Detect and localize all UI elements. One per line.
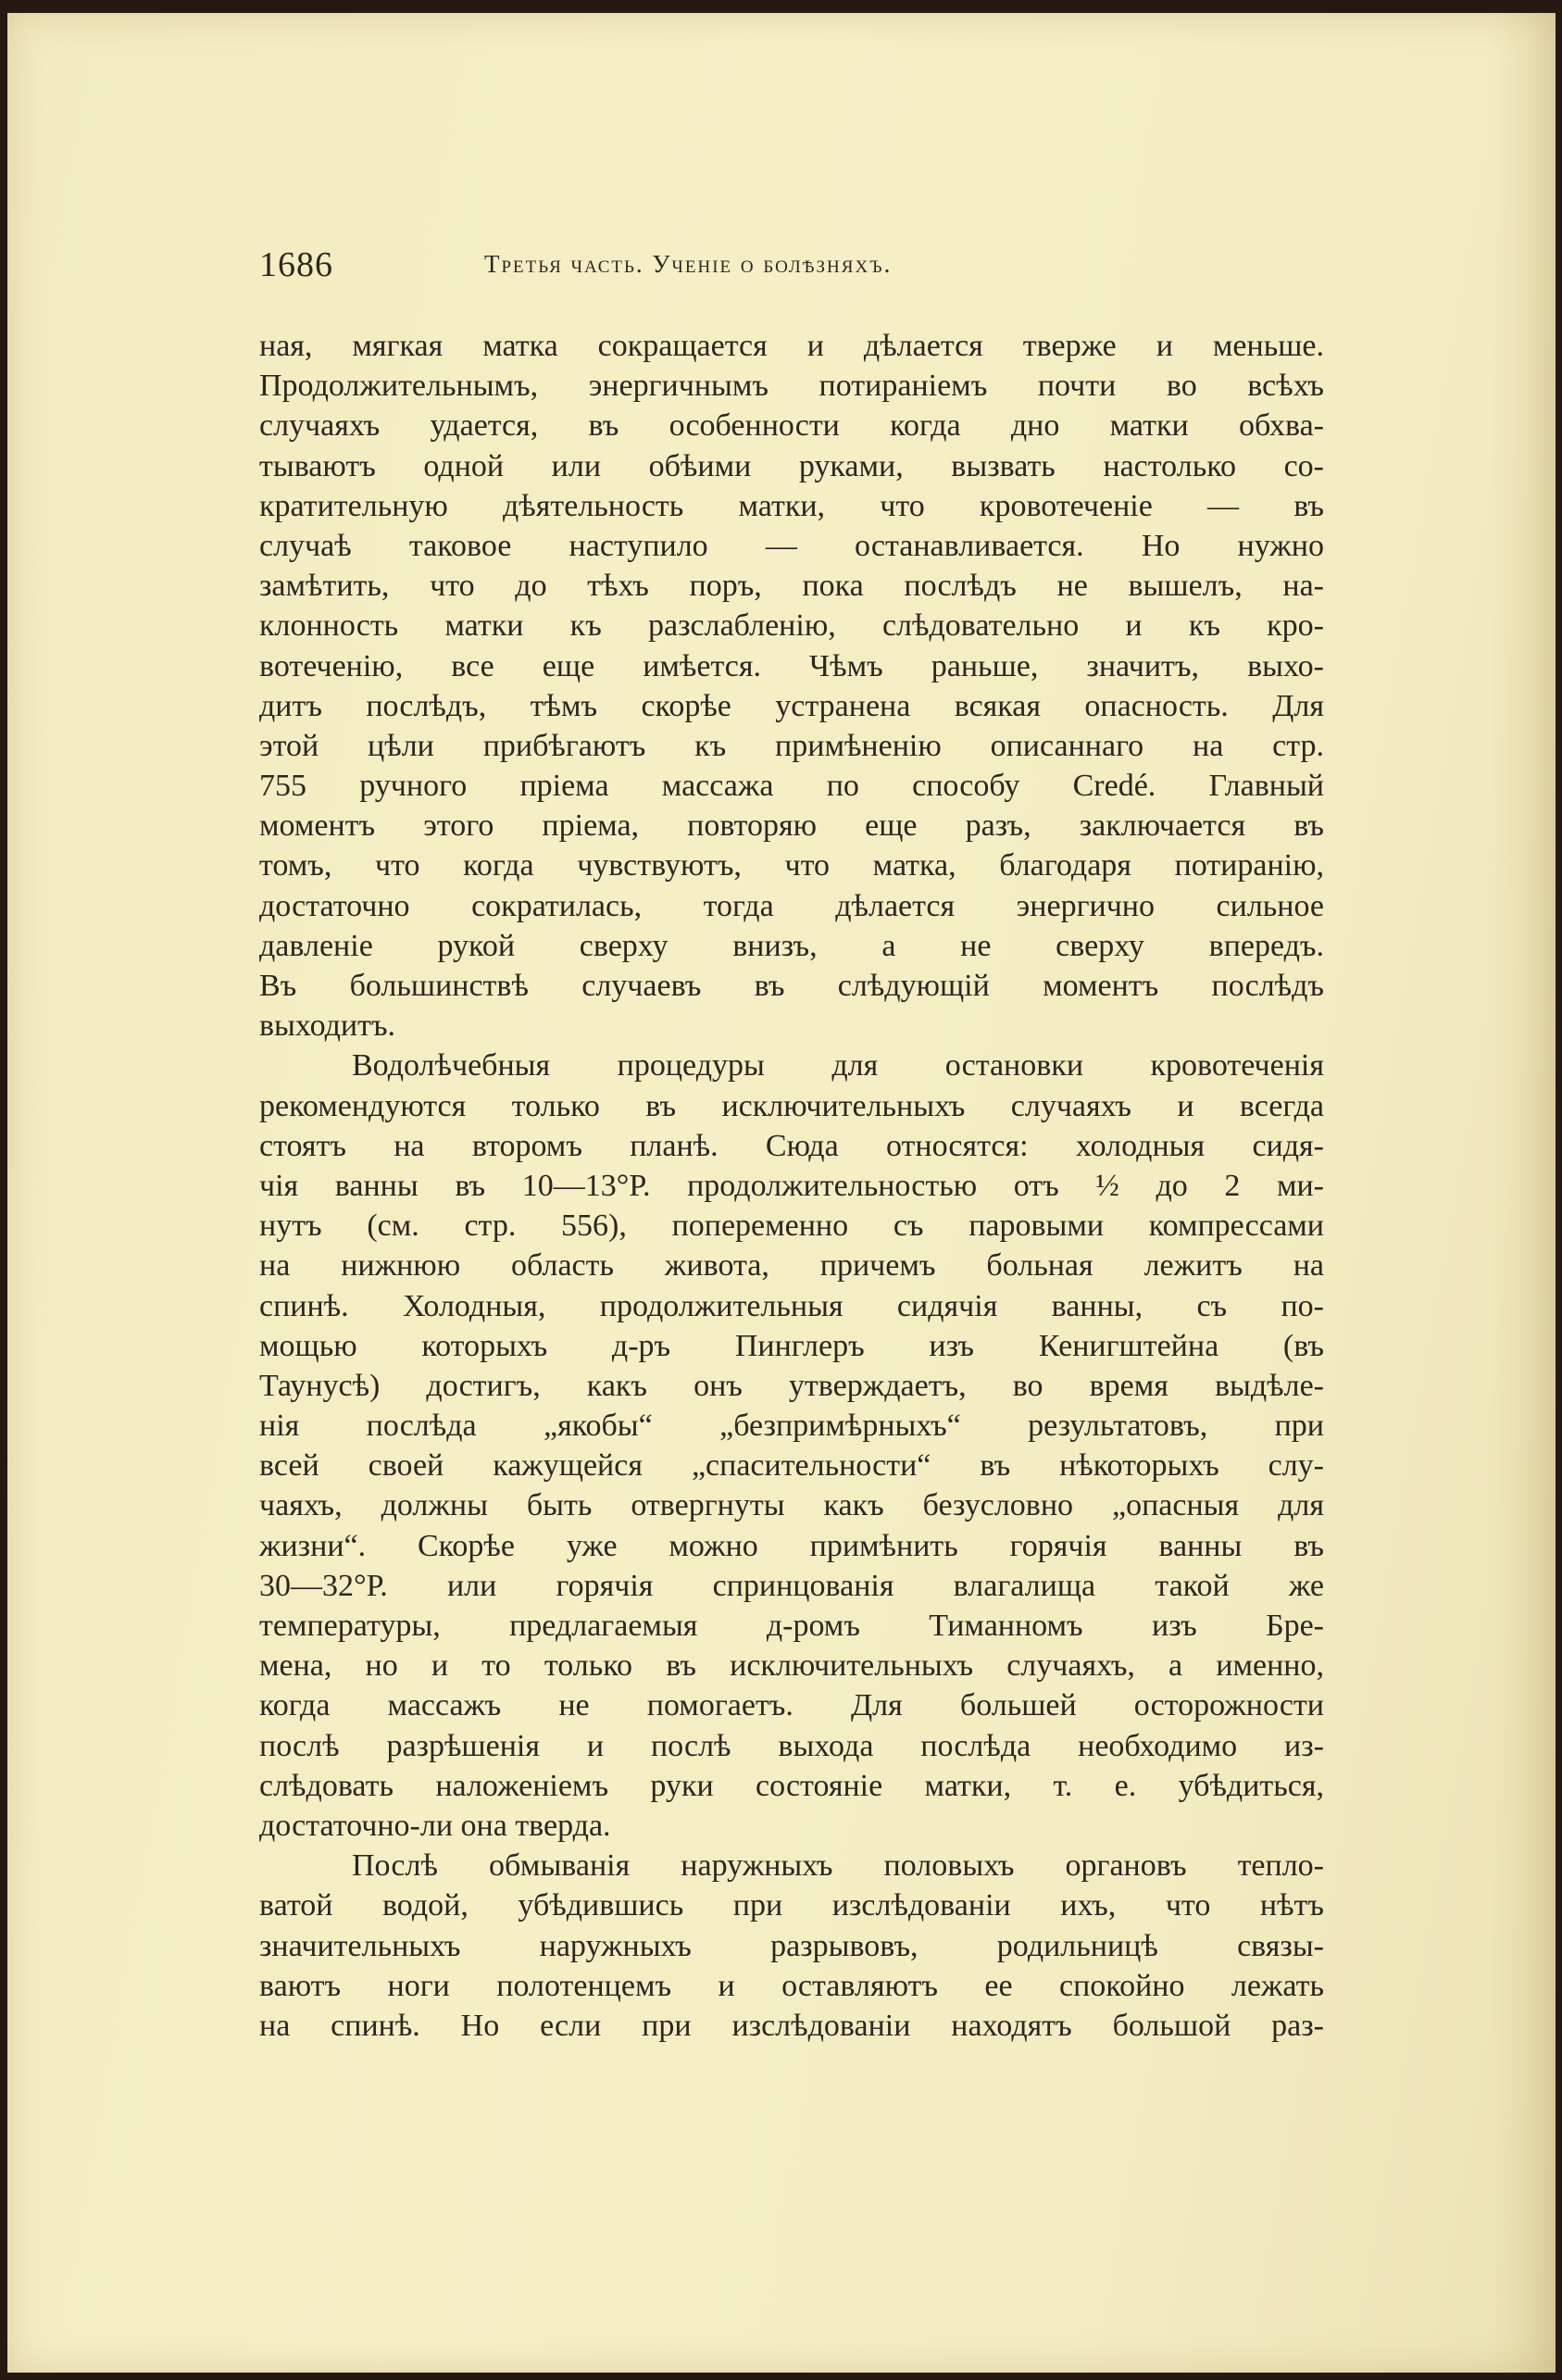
text-line: клонность матки къ разслабленію, слѣдовательно и къ кро- — [259, 608, 1324, 644]
text-line: чія ванны въ 10—13°Р. продолжительностью отъ ½ до 2 ми- — [259, 1168, 1324, 1203]
body-text — [259, 326, 1324, 2046]
text-line: достаточно сократилась, тогда дѣлается энергично сильное — [259, 888, 1324, 923]
text-line: давленіе рукой сверху внизъ, а не сверху впередъ. — [259, 928, 1324, 963]
page-header — [259, 244, 1324, 291]
text-line: случаяхъ удается, въ особенности когда дно матки обхва- — [259, 408, 1324, 444]
text-line: Водолѣчебныя процедуры для остановки кровотеченія — [352, 1048, 1324, 1084]
text-line: 30—32°Р. или горячія спринцованія влагалища такой же — [259, 1568, 1324, 1603]
page-number: 1686 — [259, 245, 333, 284]
text-line: мощью которыхъ д-ръ Пинглеръ изъ Кенигштейна (въ — [259, 1328, 1324, 1363]
text-line: достаточно-ли она тверда. — [259, 1808, 611, 1843]
text-line: вотеченію, все еще имѣется. Чѣмъ раньше, значитъ, выхо- — [259, 648, 1324, 683]
text-line: Таунусѣ) достигъ, какъ онъ утверждаетъ, во время выдѣле- — [259, 1368, 1324, 1403]
text-line: послѣ разрѣшенія и послѣ выхода послѣда необходимо из- — [259, 1728, 1324, 1763]
text-line: рекомендуются только въ исключительныхъ случаяхъ и всегда — [259, 1088, 1324, 1123]
paragraph — [259, 326, 1324, 1046]
paragraph — [259, 1846, 1324, 2046]
text-line: замѣтить, что до тѣхъ поръ, пока послѣдъ не вышелъ, на- — [259, 569, 1324, 604]
text-line: ватой водой, убѣдившись при изслѣдованіи ихъ, что нѣтъ — [259, 1888, 1324, 1923]
text-line: нія послѣда „якобы“ „безпримѣрныхъ“ результатовъ, при — [259, 1409, 1324, 1444]
text-line: слѣдовать наложеніемъ руки состояніе матки, т. е. убѣдиться, — [259, 1768, 1324, 1803]
text-line: всей своей кажущейся „спасительности“ въ нѣкоторыхъ слу- — [259, 1448, 1324, 1484]
text-line: стоятъ на второмъ планѣ. Сюда относятся: холодныя сидя- — [259, 1128, 1324, 1163]
text-line: значительныхъ наружныхъ разрывовъ, родильницѣ связы- — [259, 1928, 1324, 1963]
text-line: чаяхъ, должны быть отвергнуты какъ безусловно „опасныя для — [259, 1488, 1324, 1523]
text-line: ваютъ ноги полотенцемъ и оставляютъ ее спокойно лежать — [259, 1968, 1324, 2003]
text-line: Продолжительнымъ, энергичнымъ потираніемъ почти во всѣхъ — [259, 369, 1324, 404]
text-line: когда массажъ не помогаетъ. Для большей осторожности — [259, 1688, 1324, 1723]
text-line: кратительную дѣятельность матки, что кровотеченіе — въ — [259, 488, 1324, 523]
book-page — [7, 13, 1556, 2373]
text-line: этой цѣли прибѣгаютъ къ примѣненію описаннаго на стр. — [259, 728, 1324, 763]
text-line: 755 ручного пріема массажа по способу Credé. Главный — [259, 769, 1324, 804]
text-line: выходитъ. — [259, 1008, 396, 1044]
text-line: нутъ (см. стр. 556), попеременно съ паровыми компрессами — [259, 1209, 1324, 1244]
text-line: Въ большинствѣ случаевъ въ слѣдующій моментъ послѣдъ — [259, 969, 1324, 1003]
text-line: спинѣ. Холодныя, продолжительныя сидячія ванны, съ по- — [259, 1288, 1324, 1323]
text-line: томъ, что когда чувствуютъ, что матка, благодаря потиранію, — [259, 848, 1324, 883]
paragraph — [259, 1046, 1324, 1846]
text-line: температуры, предлагаемыя д-ромъ Тиманномъ изъ Бре- — [259, 1609, 1324, 1643]
text-line: ная, мягкая матка сокращается и дѣлается тверже и меньше. — [259, 329, 1324, 363]
page-edge-shading — [1491, 13, 1556, 2373]
text-line: дитъ послѣдъ, тѣмъ скорѣе устранена всякая опасность. Для — [259, 688, 1324, 723]
text-line: мена, но и то только въ исключительныхъ случаяхъ, а именно, — [259, 1648, 1324, 1684]
text-line: жизни“. Скорѣе уже можно примѣнить горячія ванны въ — [259, 1528, 1324, 1563]
running-title: Третья часть. Ученіе о болѣзняхъ. — [484, 250, 893, 278]
text-line: моментъ этого пріема, повторяю еще разъ, заключается въ — [259, 808, 1324, 844]
text-line: на нижнюю область живота, причемъ больная лежитъ на — [259, 1248, 1324, 1284]
text-line: Послѣ обмыванія наружныхъ половыхъ органовъ тепло- — [352, 1848, 1324, 1884]
text-line: на спинѣ. Но если при изслѣдованіи находятъ большой раз- — [259, 2008, 1324, 2043]
text-line: тываютъ одной или обѣими руками, вызвать настолько со- — [259, 448, 1324, 483]
text-line: случаѣ таковое наступило — останавливается. Но нужно — [259, 528, 1324, 563]
